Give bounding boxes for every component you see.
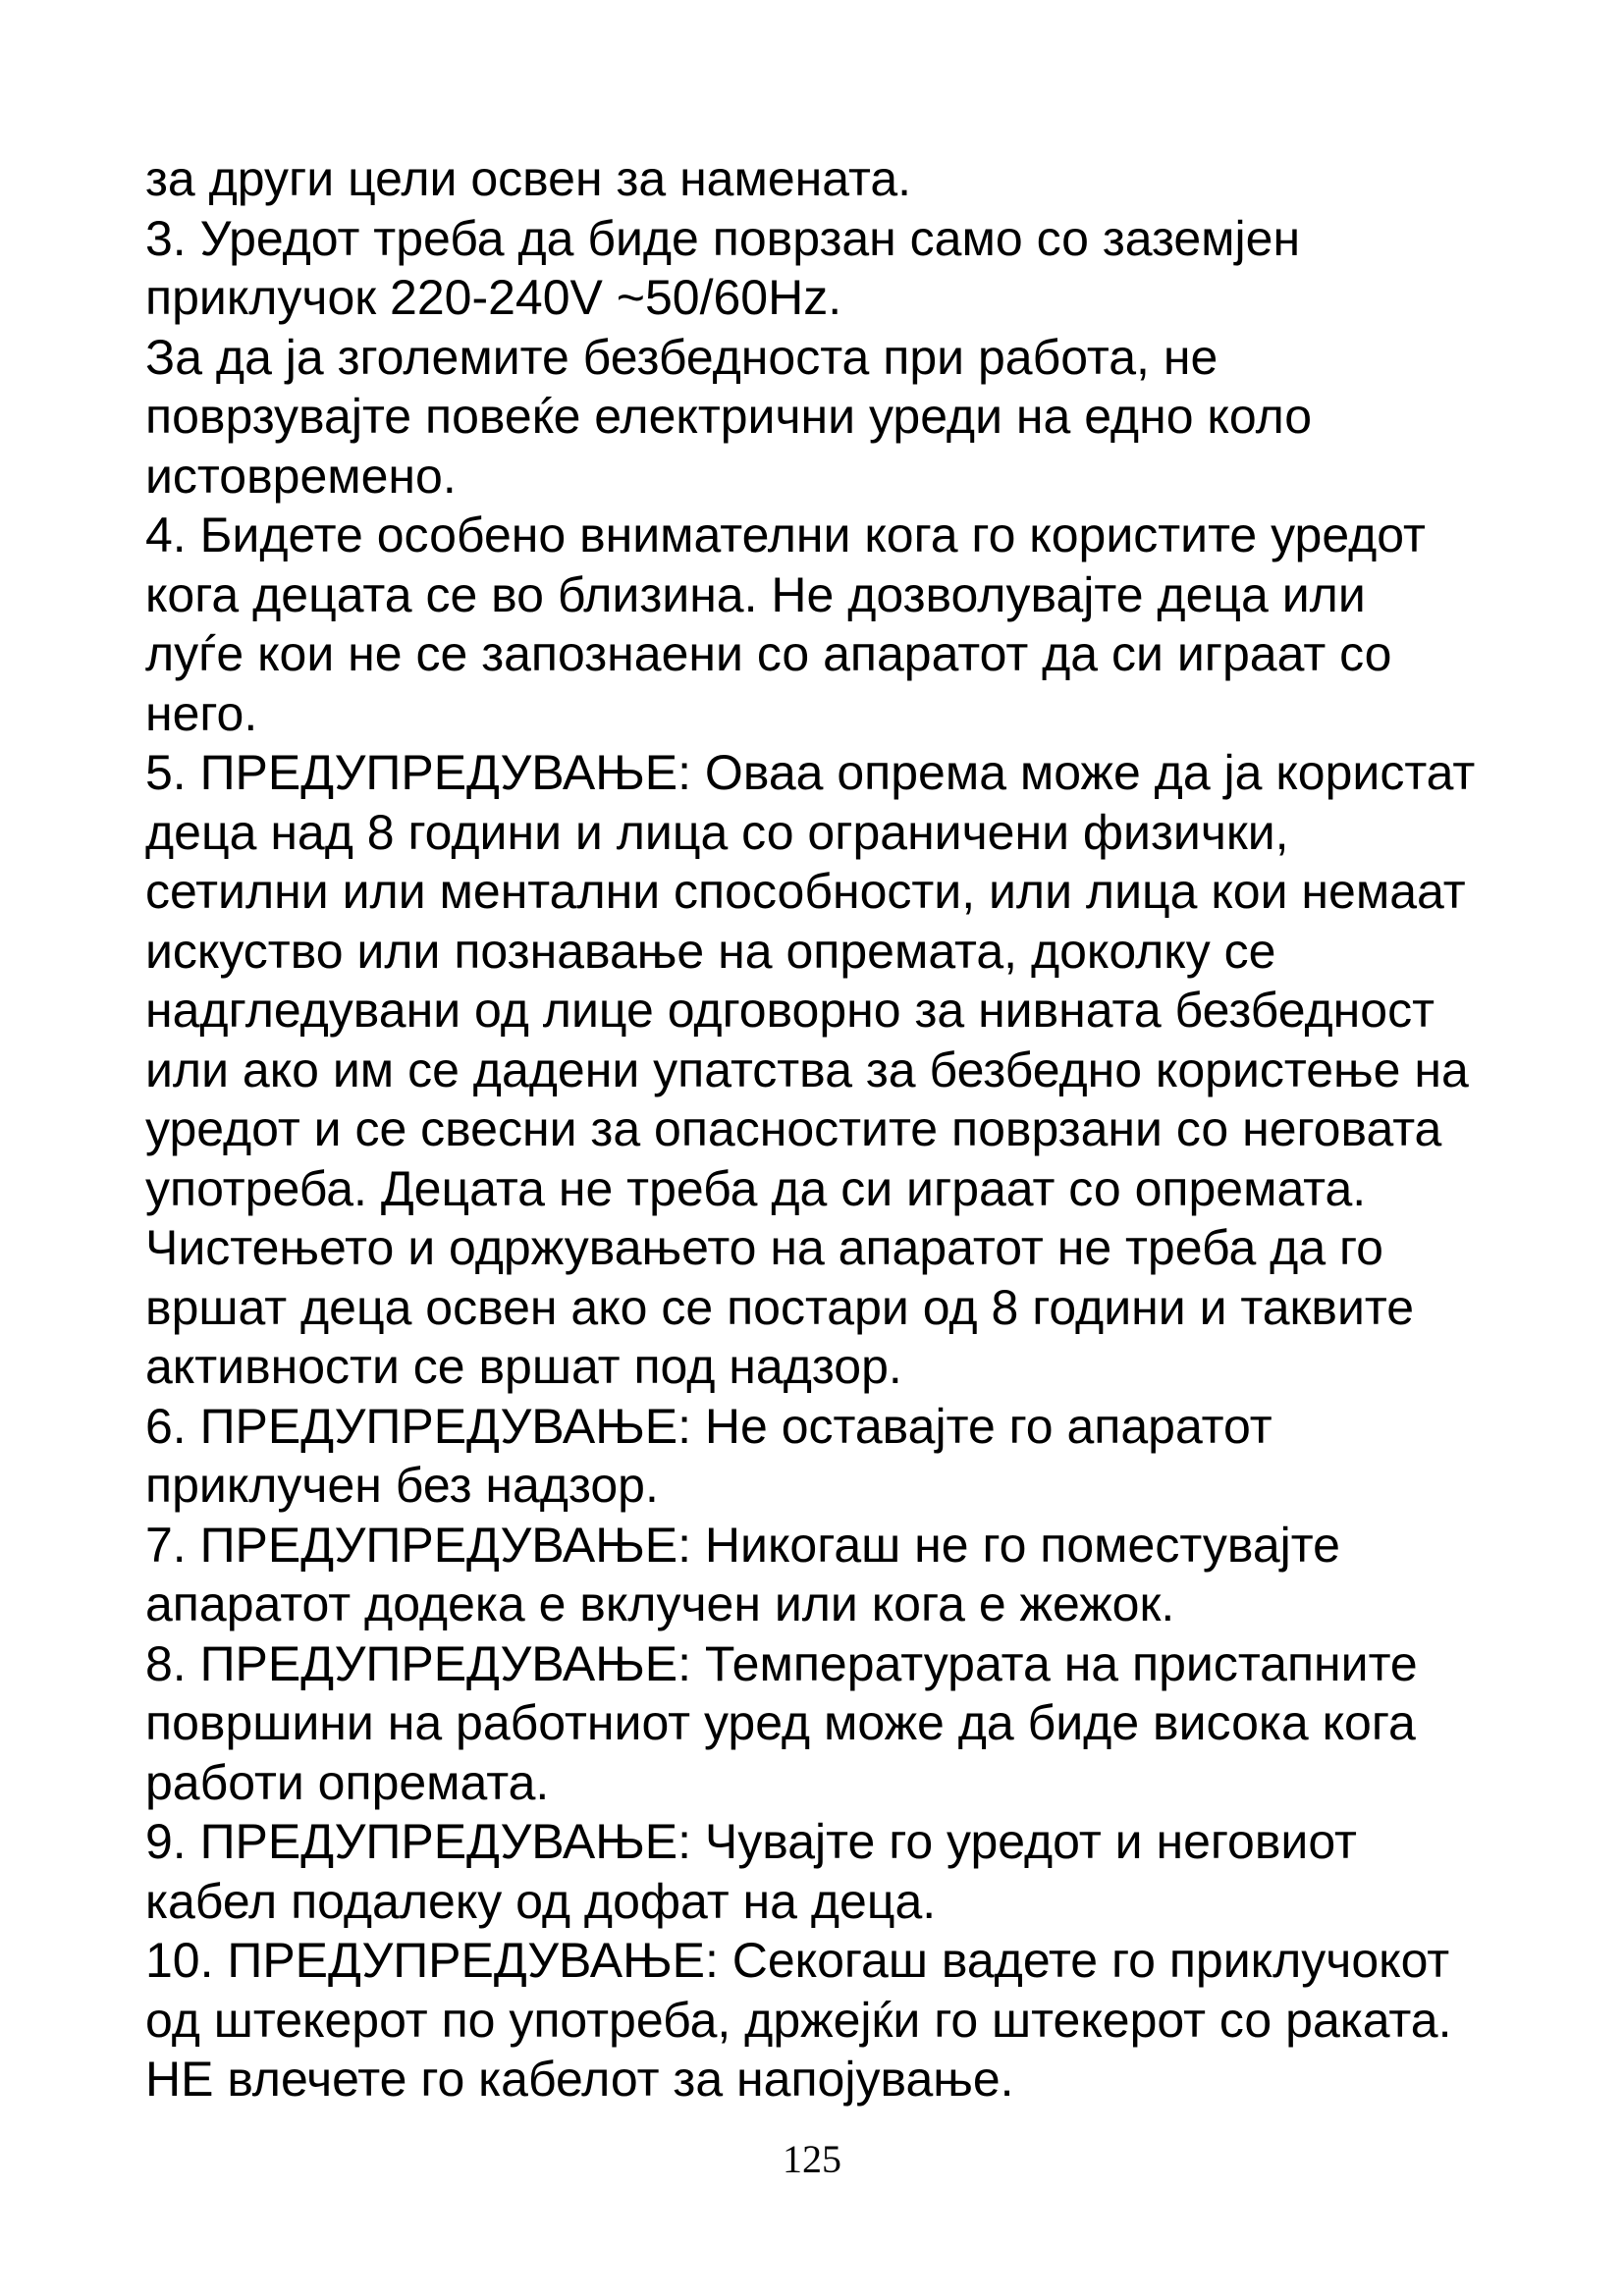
- text-line: работи опремата.: [145, 1754, 550, 1810]
- text-line: 5. ПРЕДУПРЕДУВАЊЕ: Оваа опрема може да ја користат: [145, 745, 1476, 800]
- text-line: приклучок 220-240V ~50/60Hz.: [145, 270, 842, 325]
- text-line: за други цели освен за намената.: [145, 151, 912, 206]
- text-line: 3. Уредот треба да биде поврзан само со заземјен: [145, 210, 1301, 266]
- text-line: уредот и се свесни за опасностите поврзани со неговата: [145, 1101, 1442, 1156]
- text-line: поврзувајте повеќе електрични уреди на едно коло: [145, 389, 1313, 444]
- text-line: НЕ влечете го кабелот за напојување.: [145, 2052, 1014, 2107]
- text-line: Чистењето и одржувањето на апаратот не треба да го: [145, 1220, 1383, 1275]
- text-line: сетилни или ментални способности, или лица кои немаат: [145, 864, 1466, 919]
- body-text: [145, 149, 1559, 2109]
- text-line: од штекерот по употреба, држејќи го штекерот со раката.: [145, 1992, 1452, 2048]
- text-line: истовремено.: [145, 448, 457, 504]
- text-line: површини на работниот уред може да биде висока кога: [145, 1695, 1416, 1750]
- text-line: надгледувани од лице одговорно за нивната безбедност: [145, 983, 1435, 1038]
- text-line: 7. ПРЕДУПРЕДУВАЊЕ: Никогаш не го поместувајте: [145, 1517, 1340, 1573]
- text-line: 8. ПРЕДУПРЕДУВАЊЕ: Температурата на пристапните: [145, 1635, 1418, 1691]
- text-line: искуство или познавање на опремата, доколку се: [145, 923, 1276, 979]
- text-line: него.: [145, 685, 258, 741]
- text-line: активности се вршат под надзор.: [145, 1339, 902, 1394]
- text-line: употреба. Децата не треба да си играат со опремата.: [145, 1160, 1367, 1216]
- page-number: 125: [783, 2137, 841, 2181]
- text-line: апаратот додека е вклучен или кога е жежок.: [145, 1576, 1175, 1631]
- text-line: луѓе кои не се запознаени со апаратот да си играат со: [145, 626, 1392, 681]
- text-line: вршат деца освен ако се постари од 8 години и таквите: [145, 1279, 1415, 1335]
- text-line: 6. ПРЕДУПРЕДУВАЊЕ: Не оставајте го апаратот: [145, 1398, 1272, 1454]
- text-line: 9. ПРЕДУПРЕДУВАЊЕ: Чувајте го уредот и неговиот: [145, 1814, 1357, 1869]
- text-line: кога децата се во близина. Не дозволувајте деца или: [145, 566, 1366, 622]
- text-line: кабел подалеку од дофат на деца.: [145, 1873, 937, 1929]
- text-line: За да ја зголемите безбедноста при работа, не: [145, 329, 1218, 385]
- text-line: приклучен без надзор.: [145, 1458, 659, 1513]
- text-line: 10. ПРЕДУПРЕДУВАЊЕ: Секогаш вадете го приклучокот: [145, 1933, 1450, 1988]
- text-line: деца над 8 години и лица со ограничени физички,: [145, 804, 1289, 860]
- text-line: или ако им се дадени упатства за безбедно користење на: [145, 1041, 1469, 1097]
- text-line: 4. Бидете особено внимателни кога го користите уредот: [145, 507, 1426, 562]
